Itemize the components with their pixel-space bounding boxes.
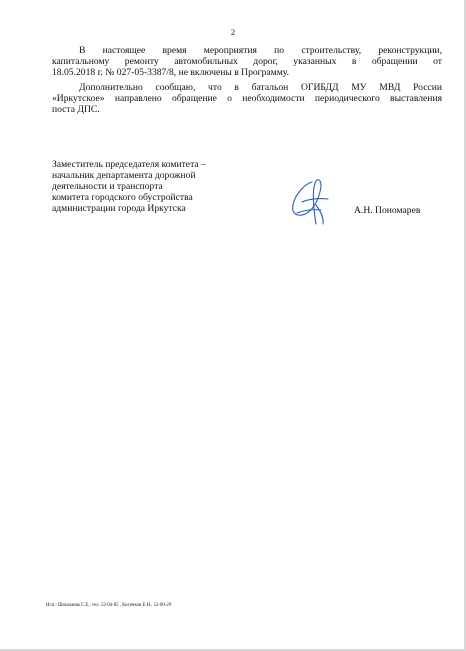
- paragraph-traffic-police: [52, 83, 442, 115]
- paragraph-line: поста ДПС.: [52, 103, 100, 115]
- executor-footer: Исп.: Шошлаева С.Е., тел. 52-04-85 , Косенков Е.Н., 52-00-29: [46, 603, 172, 608]
- signer-position-line: Заместитель председателя комитета –: [52, 159, 206, 170]
- signer-position-line: деятельности и транспорта: [52, 181, 163, 192]
- paragraph-line: 18.05.2018 г. № 027-05-3387/8, не включены в Программу.: [52, 66, 290, 78]
- signer-position-line: начальник департамента дорожной: [52, 170, 196, 181]
- page-number: 2: [230, 27, 236, 37]
- signer-position-line: комитета городского обустройства: [52, 192, 193, 203]
- paragraph-line: В настоящее время мероприятия по строительству, реконструкции,: [79, 45, 442, 56]
- signatory-name: А.Н. Пономарев: [354, 205, 421, 216]
- paragraph-line: капитальному ремонту автомобильных дорог, указанных в обращении от: [52, 55, 442, 67]
- paragraph-line: Дополнительно сообщаю, что в батальон ОГИБДД МУ МВД России: [79, 82, 442, 93]
- paragraph-line: «Иркутское» направлено обращение о необходимости периодического выставления: [52, 92, 442, 104]
- signer-position-block: [52, 159, 206, 214]
- signer-position-line: администрации города Иркутска: [52, 203, 186, 214]
- handwritten-signature: [285, 172, 335, 232]
- paragraph-program-status: [52, 46, 442, 78]
